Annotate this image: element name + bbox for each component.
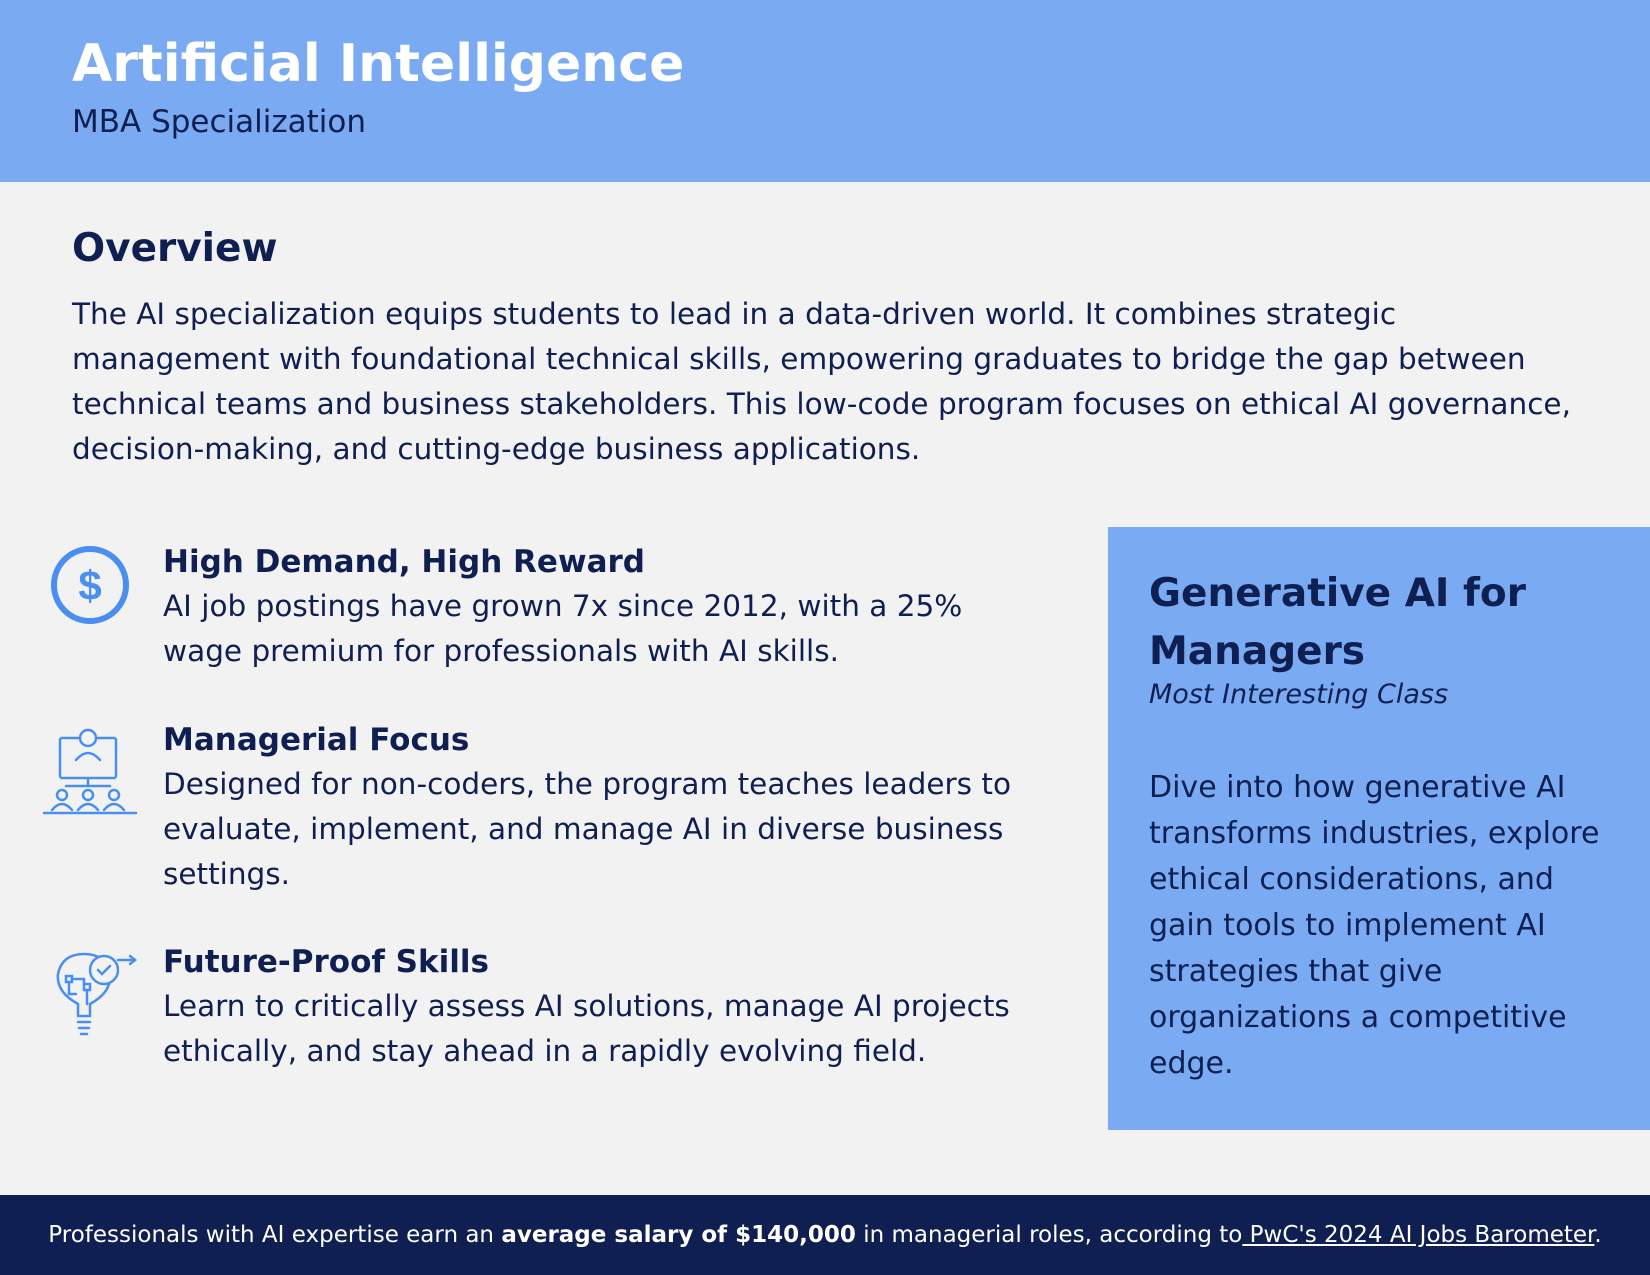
featured-class-tag: Most Interesting Class (1149, 679, 1449, 710)
page-subtitle: MBA Specialization (72, 104, 367, 140)
dollar-icon (50, 545, 130, 625)
feature-high-demand (163, 540, 1043, 674)
feature-text: AI job postings have grown 7x since 2012, with a 25% wage premium for professionals with AI skills. (163, 589, 963, 668)
header-banner (0, 0, 1650, 182)
feature-title: Managerial Focus (163, 722, 470, 758)
overview-text: The AI specialization equips students to lead in a data-driven world. It combines strategic management with foundational technical skills, empowering graduates to bridge the gap between technical teams and business stakeholders. This low-code program focuses on ethical AI governance, decision-making, and cutting-edge business applications. (72, 297, 1571, 466)
feature-managerial-focus (163, 718, 1043, 897)
pwc-barometer-link[interactable]: PwC's 2024 AI Jobs Barometer (1242, 1222, 1595, 1248)
featured-class-panel (1108, 527, 1650, 1130)
feature-title: High Demand, High Reward (163, 544, 645, 580)
feature-future-proof (163, 940, 1043, 1074)
footer-salary-highlight: average salary of $140,000 (501, 1222, 856, 1248)
feature-text: Learn to critically assess AI solutions, manage AI projects ethically, and stay ahead in a rapidly evolving field. (163, 989, 1010, 1068)
overview-heading: Overview (72, 226, 278, 271)
svg-text:$: $ (78, 562, 102, 609)
page-title: Artificial Intelligence (72, 34, 685, 94)
lightbulb-circuit-icon (48, 946, 144, 1038)
feature-text: Designed for non-coders, the program teaches leaders to evaluate, implement, and manage AI in diverse business settings. (163, 767, 1012, 891)
team-leader-icon (42, 728, 138, 818)
featured-class-description: Dive into how generative AI transforms industries, explore ethical considerations, and gain tools to implement AI strategies that give organizations a competitive edge. (1149, 770, 1600, 1081)
footer-bar (0, 1195, 1650, 1275)
featured-class-title: Generative AI for Managers (1149, 571, 1526, 674)
feature-title: Future-Proof Skills (163, 944, 489, 980)
footer-text: Professionals with AI expertise earn an average salary of $140,000 in managerial roles, according to PwC's 2024 AI Jobs Barometer. (48, 1222, 1602, 1248)
